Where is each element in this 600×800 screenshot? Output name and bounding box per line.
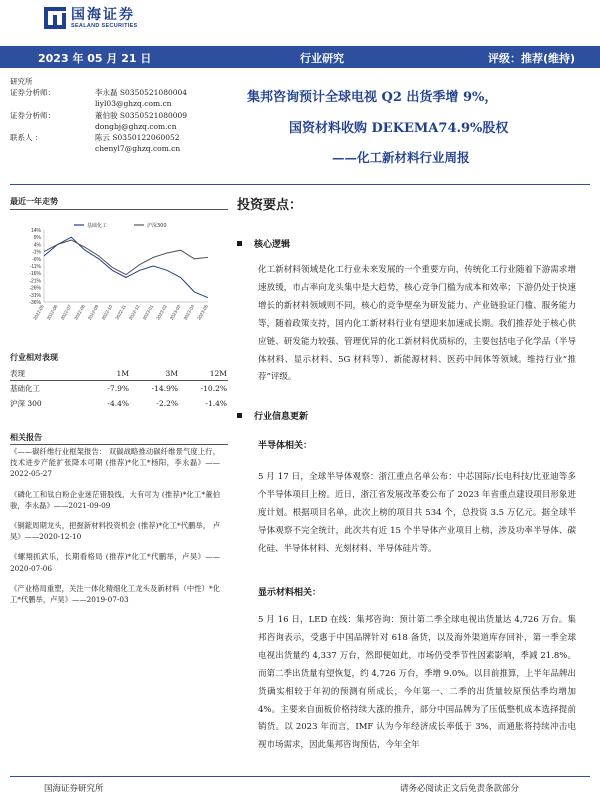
- analyst-email[interactable]: dongbj@ghzq.com.cn: [95, 121, 177, 131]
- x-tick-label: 2022-09: [86, 304, 100, 321]
- company-logo: [44, 3, 138, 33]
- y-tick-label: 9%: [33, 235, 41, 242]
- bullet-square-icon: [237, 241, 242, 246]
- display-text: 5 月 16 日，LED 在线：集邦咨询：预计第二季全球电视出货量达 4,726 万台。集邦咨询表示，受惠于中国品牌针对 618 备货，以及海外渠道库存回补，第一季全球电视出货量约 4,337 万台，然即便如此，市场仍受季节性因素影响，季减 21.8%。而第二季出货量有望恢复，约 4,726 万台，季增 9.0%。以目前推算，上半年品牌出货确实相较于年初的预测有所成长，今年第一、二季的出货量较原预估季均增加 4%。主要来自面板价格持续大涨的推升，部分中国品牌为了压低整机成本选择提前销货。以 2023 年而言，IMF 认为今年经济成长率低于 3%，而通胀将持续冲击电视市场需求，因此集邦咨询预估，今年全年: [258, 615, 576, 751]
- perf-cell: -4.4%: [107, 399, 129, 408]
- analyst-key: 证券分析师：: [10, 88, 55, 98]
- perf-cell: -1.4%: [205, 399, 227, 408]
- analyst-key: [10, 121, 70, 132]
- perf-header-cell: 3M: [165, 368, 178, 378]
- x-tick-label: 2023-04: [182, 304, 196, 321]
- analyst-key: [10, 98, 70, 109]
- display-subheading: 显示材料相关：: [258, 588, 322, 598]
- footer-divider: [10, 776, 590, 777]
- invest-heading: 投资要点：: [237, 198, 303, 213]
- y-tick-label: -31%: [29, 292, 41, 299]
- x-tick-label: 2022-06: [45, 304, 59, 321]
- analyst-value: 李永磊 S0350521080004: [95, 88, 188, 98]
- perf-cell: -7.9%: [107, 384, 129, 393]
- report-rating: 评级：推荐(维持): [488, 52, 576, 65]
- related-reports: [10, 446, 220, 614]
- bullet-square-icon: [237, 413, 242, 418]
- analyst-value: 董伯骏 S0350521080009: [95, 110, 188, 120]
- perf-cell: -14.9%: [151, 384, 178, 393]
- y-tick-label: -6%: [32, 256, 41, 263]
- semi-subheading: 半导体相关：: [258, 441, 313, 451]
- y-tick-label: -21%: [29, 278, 41, 285]
- list-item[interactable]: 《螺翔抓武乐，长期看格局 (推荐)*化工*代鹏举，卢昊》——2020-07-06: [10, 552, 220, 573]
- analyst-key: 联系人 ：: [10, 133, 43, 143]
- x-tick-label: 2023-01: [141, 304, 155, 321]
- related-label: 相关报告: [10, 432, 42, 442]
- footer-institute: 国海证券研究所: [44, 784, 104, 794]
- header-band: [0, 46, 600, 68]
- perf-table: [10, 366, 228, 411]
- logo-icon: [44, 7, 66, 29]
- x-tick-label: 2022-10: [100, 304, 114, 321]
- y-tick-label: 14%: [30, 228, 41, 234]
- x-tick-label: 2022-11: [114, 304, 127, 321]
- core-logic-text: 化工新材料领域是化工行业未来发展的一个重要方向，传统化工行业随着下游需求增速放缓，市占率向龙头集中是大趋势，核心竞争门槛为成本和效率；下游仍处于快速增长的新材料领域则不同，核心的竞争壁垒为研发能力、产业链验证门槛、服务能力等，随着政策支持，国内化工新材料行业有望迎来加速成长期。我们推荐处于核心供应链、研发能力较强、管理优异的化工新材料优质标的，主要包括电子化学品（半导体材料、显示材料、5G 材料等）、新能源材料、医药中间体等领域。维持行业“推荐”评级。: [258, 265, 576, 383]
- table-row: [10, 396, 228, 411]
- perf-cell: -2.2%: [156, 399, 178, 408]
- header-divider: [10, 184, 590, 185]
- y-tick-label: -16%: [29, 271, 41, 278]
- y-tick-label: -11%: [29, 264, 41, 270]
- trend-label: 最近一年走势: [10, 196, 58, 206]
- perf-header-cell: 1M: [116, 368, 129, 378]
- list-item[interactable]: 《铜鋐周期龙头，把握新材料投资机会 (推荐)*化工*代鹏举， 卢昊》——2020-12-10: [10, 521, 220, 542]
- y-tick-label: -26%: [29, 285, 41, 292]
- logo-cn-text: 国海证券: [71, 6, 135, 23]
- section-title: 行业信息更新: [254, 412, 309, 422]
- report-title-line1: 集邦咨询预计全球电视 Q2 出货季增 9%，: [247, 90, 498, 105]
- report-category: 行业研究: [300, 52, 344, 65]
- analyst-key: [10, 143, 70, 154]
- x-tick-label: 2023-02: [155, 304, 168, 321]
- x-tick-label: 2022-05: [32, 304, 45, 321]
- perf-cell: -10.2%: [200, 384, 227, 393]
- analyst-key: 证券分析师：: [10, 110, 55, 120]
- related-rule: [10, 444, 228, 445]
- legend-label: 基础化工: [87, 223, 108, 229]
- x-tick-label: 2022-08: [73, 304, 86, 321]
- x-tick-label: 2022-07: [59, 304, 73, 321]
- perf-header-row: [10, 366, 228, 381]
- trend-chart: [10, 218, 228, 328]
- logo-en-text: SEALAND SECURITIES: [71, 22, 138, 29]
- list-item[interactable]: 《磷化工和钛白粉企业迷茫错股线，大有可为 (推荐)*化工*董伯骏，李永磊》——2021-09-09: [10, 489, 220, 510]
- analyst-block: [10, 76, 235, 154]
- trend-rule: [10, 209, 228, 210]
- report-subtitle: ——化工新材料行业周报: [332, 150, 470, 165]
- footer-disclaimer: 请务必阅读正文后免责条款部分: [400, 784, 520, 794]
- x-tick-label: 2023-03: [168, 304, 182, 321]
- research-dept-label: 研究所: [10, 77, 33, 86]
- table-row: [10, 381, 228, 396]
- x-tick-label: 2023-05: [196, 304, 209, 321]
- x-tick-label: 2022-12: [127, 304, 141, 321]
- report-title-line2: 国资材料收购 DEKEMA74.9%股权: [289, 121, 509, 136]
- perf-header-cell: 表现: [10, 368, 25, 378]
- series-line-0: [44, 237, 208, 298]
- y-tick-label: -1%: [32, 249, 41, 256]
- perf-header-cell: 12M: [209, 368, 227, 378]
- section-title: 核心逻辑: [254, 240, 291, 250]
- analyst-value: 陈云 S0350122060052: [95, 133, 180, 143]
- analyst-email[interactable]: chenyl7@ghzq.com.cn: [95, 144, 181, 154]
- legend-label: 沪深300: [147, 223, 167, 229]
- perf-label: 行业相对表现: [10, 352, 58, 362]
- y-tick-label: 4%: [33, 242, 41, 249]
- perf-cell: 沪深 300: [10, 399, 42, 408]
- section-core-logic: [237, 237, 290, 250]
- series-line-1: [44, 240, 208, 275]
- section-industry-news: [237, 409, 308, 422]
- y-tick-label: -36%: [29, 300, 41, 306]
- perf-cell: 基础化工: [10, 384, 40, 393]
- list-item[interactable]: 《——碳纤维行业框架报告： 双碳战略推动碳纤维景气度上行，技术进步产能扩张降本可期 (推荐)*化工*杨阳，李永磊》——2022-05-27: [10, 447, 220, 479]
- list-item[interactable]: 《产业格局重塑，关注一体化精细化工龙头及新材料（中性）*化工*代鹏举，卢昊》——2019-07-03: [10, 583, 220, 605]
- semi-text: 5 月 17 日，全球半导体观察：浙江重点名单公布：中芯国际/长电科技/比亚迪等多个半导体项目上榜。近日，浙江省发展改革委公布了 2023 年省重点建设项目形象进度计划。根据项目名单，此次上榜的项目共 534 个，总投资 3.5 万亿元。据全球半导体观察不完全统计，此次共有近 15 个半导体产业项目上榜，涉及功率半导体、碳化硅、半导体材料、光刻材料、半导体硅片等。: [258, 472, 576, 554]
- analyst-email[interactable]: liyl03@ghzq.com.cn: [95, 99, 172, 109]
- report-date: 2023 年 05 月 21 日: [38, 52, 152, 65]
